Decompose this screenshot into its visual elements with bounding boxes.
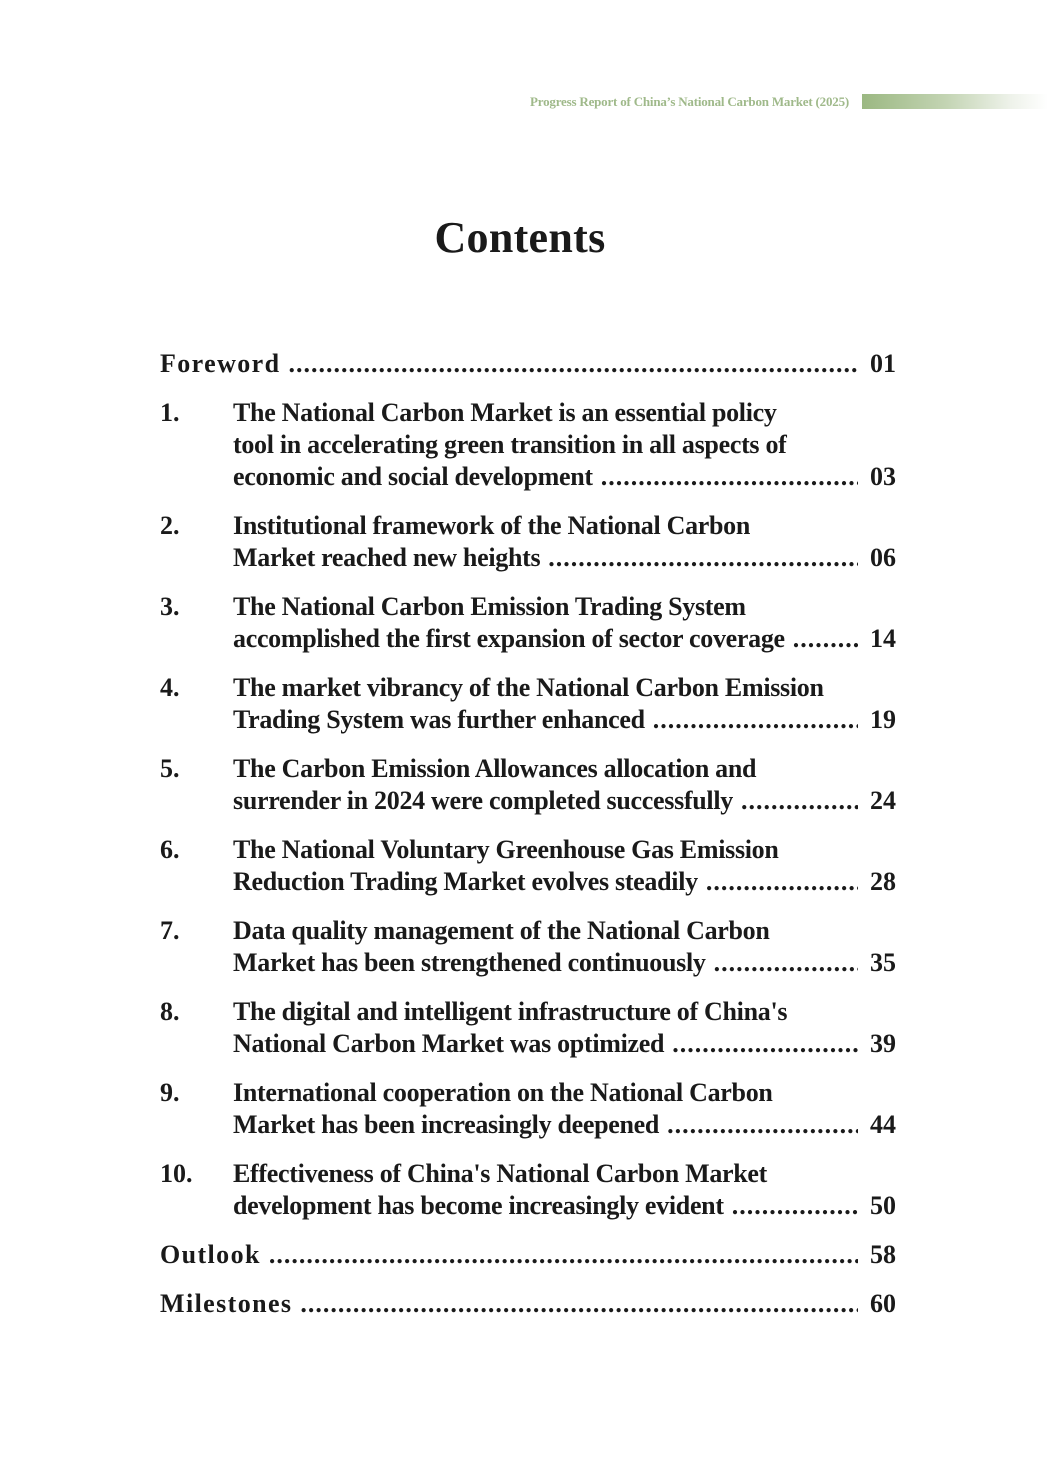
dot-leader [672, 1028, 858, 1060]
dot-leader [732, 1190, 858, 1222]
dot-leader [269, 1239, 858, 1271]
chapter-title-line: Market has been strengthened continuously [233, 948, 706, 977]
table-of-contents [160, 348, 896, 1337]
header-accent-bar [862, 94, 1048, 109]
toc-page-number: 03 [870, 462, 896, 491]
toc-page-number: 44 [870, 1110, 896, 1139]
toc-entry-chapter[interactable] [160, 397, 896, 493]
toc-page-number: 06 [870, 543, 896, 572]
chapter-number: 2. [160, 511, 180, 540]
toc-entry-chapter[interactable] [160, 834, 896, 898]
chapter-title-line: National Carbon Market was optimized [233, 1029, 665, 1058]
toc-entry-chapter[interactable] [160, 996, 896, 1060]
toc-entry-label: Foreword [160, 349, 281, 378]
chapter-title-line: surrender in 2024 were completed successfully [233, 786, 733, 815]
dot-leader [288, 348, 858, 380]
dot-leader [741, 785, 858, 817]
chapter-title-line: economic and social development [233, 462, 593, 491]
chapter-title [233, 834, 896, 898]
chapter-title-line: accomplished the first expansion of sector coverage [233, 624, 785, 653]
toc-page-number: 58 [870, 1240, 896, 1269]
toc-entry-chapter[interactable] [160, 1077, 896, 1141]
toc-page-number: 50 [870, 1191, 896, 1220]
chapter-title-line: Reduction Trading Market evolves steadily [233, 867, 698, 896]
chapter-title [233, 672, 896, 736]
chapter-title-line: Effectiveness of China's National Carbon Market [233, 1159, 768, 1188]
chapter-title-line: The National Voluntary Greenhouse Gas Emission [233, 835, 779, 864]
chapter-number: 5. [160, 754, 180, 783]
dot-leader [653, 704, 858, 736]
toc-entry-milestones[interactable] [160, 1288, 896, 1337]
chapter-title-line: development has become increasingly evident [233, 1191, 724, 1220]
chapter-title [233, 996, 896, 1060]
toc-entry-label: Outlook [160, 1240, 261, 1269]
chapter-number: 9. [160, 1078, 180, 1107]
chapter-title-line: Market has been increasingly deepened [233, 1110, 660, 1139]
toc-entry-chapter[interactable] [160, 591, 896, 655]
dot-leader [706, 866, 858, 898]
toc-page-number: 01 [870, 349, 896, 378]
chapter-title [233, 510, 896, 574]
running-title: Progress Report of China’s National Carbon Market (2025) [530, 94, 849, 109]
toc-entry-foreword[interactable] [160, 348, 896, 397]
chapter-list [160, 397, 896, 1222]
dot-leader [601, 461, 858, 493]
toc-page-number: 14 [870, 624, 896, 653]
chapter-title-line: The National Carbon Market is an essential policy [233, 398, 777, 427]
chapter-number: 3. [160, 592, 180, 621]
toc-entry-chapter[interactable] [160, 1158, 896, 1222]
chapter-title-line: The National Carbon Emission Trading System [233, 592, 746, 621]
toc-page-number: 60 [870, 1289, 896, 1318]
chapter-number: 8. [160, 997, 180, 1026]
toc-entry-chapter[interactable] [160, 915, 896, 979]
chapter-title [233, 397, 896, 493]
toc-page-number: 39 [870, 1029, 896, 1058]
chapter-title-line: Market reached new heights [233, 543, 541, 572]
chapter-title-line: The market vibrancy of the National Carbon Emission [233, 673, 824, 702]
toc-page-number: 24 [870, 786, 896, 815]
chapter-title [233, 1158, 896, 1222]
dot-leader [300, 1288, 858, 1320]
dot-leader [793, 623, 858, 655]
toc-entry-outlook[interactable] [160, 1239, 896, 1288]
dot-leader [714, 947, 858, 979]
chapter-number: 10. [160, 1159, 193, 1188]
chapter-title [233, 753, 896, 817]
toc-entry-chapter[interactable] [160, 510, 896, 574]
chapter-title-line: Data quality management of the National Carbon [233, 916, 770, 945]
chapter-title-line: Institutional framework of the National Carbon [233, 511, 751, 540]
dot-leader [667, 1109, 858, 1141]
chapter-title-line: International cooperation on the National Carbon [233, 1078, 773, 1107]
toc-page-number: 35 [870, 948, 896, 977]
chapter-title-line: Trading System was further enhanced [233, 705, 645, 734]
chapter-title [233, 591, 896, 655]
chapter-number: 4. [160, 673, 180, 702]
toc-page-number: 19 [870, 705, 896, 734]
toc-entry-label: Milestones [160, 1289, 293, 1318]
chapter-number: 6. [160, 835, 180, 864]
toc-entry-chapter[interactable] [160, 672, 896, 736]
dot-leader [548, 542, 858, 574]
chapter-title [233, 1077, 896, 1141]
chapter-title-line: The digital and intelligent infrastructure of China's [233, 997, 788, 1026]
running-header [0, 93, 1048, 111]
chapter-number: 7. [160, 916, 180, 945]
toc-page-number: 28 [870, 867, 896, 896]
page-title: Contents [434, 213, 606, 262]
chapter-title-line: The Carbon Emission Allowances allocation and [233, 754, 757, 783]
toc-entry-chapter[interactable] [160, 753, 896, 817]
chapter-number: 1. [160, 398, 180, 427]
chapter-title-line: tool in accelerating green transition in all aspects of [233, 430, 787, 459]
chapter-title [233, 915, 896, 979]
